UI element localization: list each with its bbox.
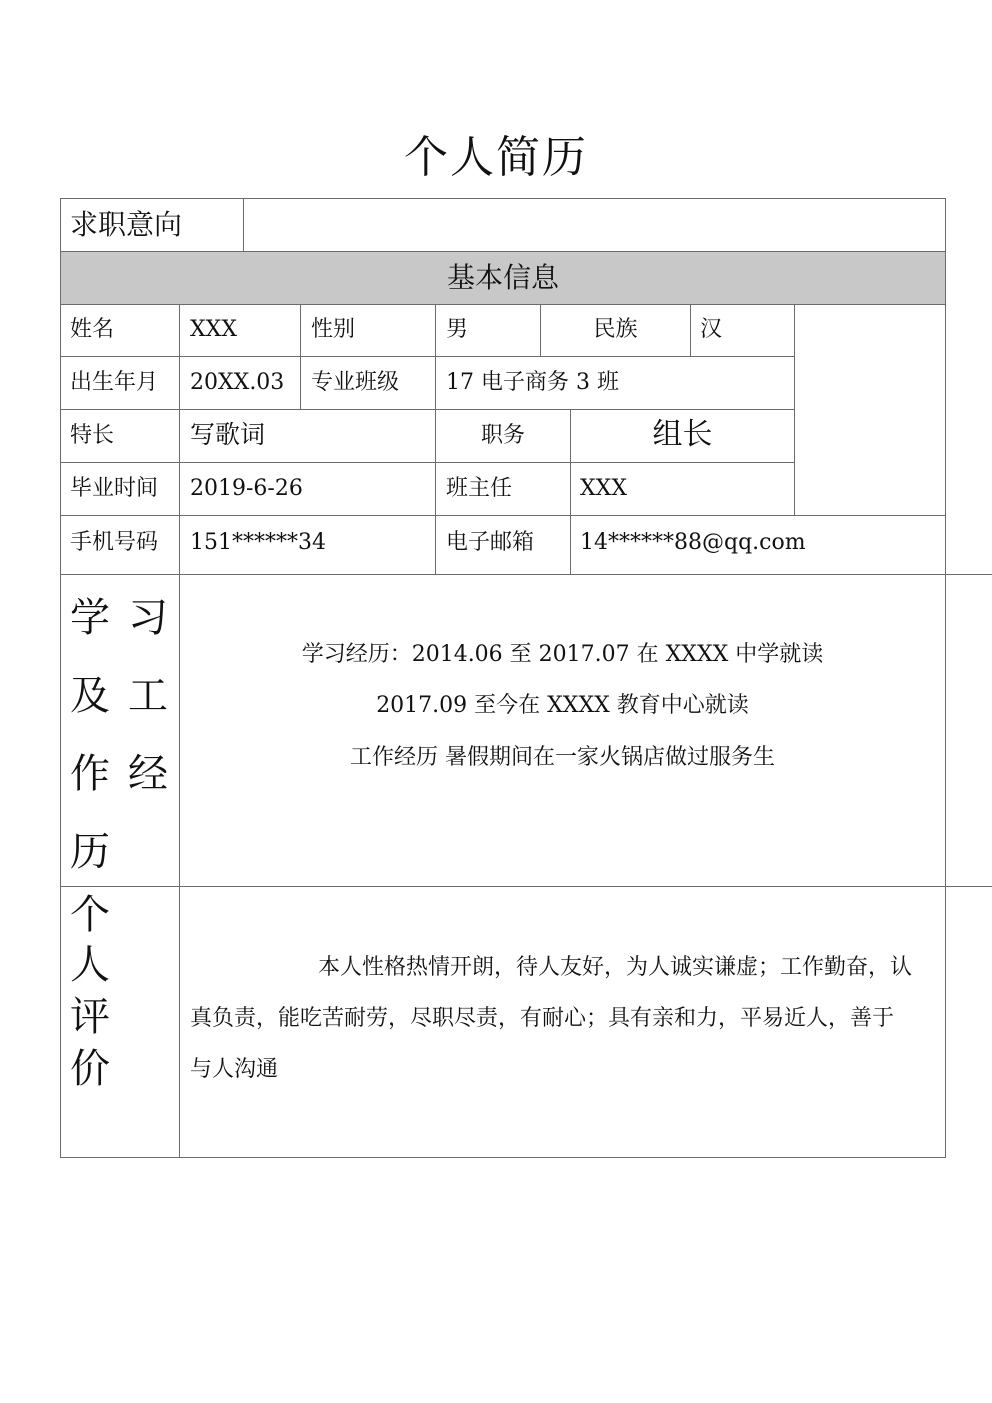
experience-label-char: 及 xyxy=(70,673,110,719)
name-value: XXX xyxy=(190,317,237,342)
evaluation-label-char: 评 xyxy=(70,994,110,1040)
email-label: 电子邮箱 xyxy=(446,530,535,555)
rule xyxy=(60,515,946,516)
graduation-value: 2019-6-26 xyxy=(190,476,303,501)
rule xyxy=(60,1157,946,1158)
rule xyxy=(60,251,946,252)
major-value: 17 电子商务 3 班 xyxy=(446,370,619,395)
evaluation-line: 与人沟通 xyxy=(190,1057,279,1082)
page-title: 个人简历 xyxy=(404,132,588,183)
experience-label-char: 作 xyxy=(70,751,110,797)
rule xyxy=(60,304,946,305)
major-label: 专业班级 xyxy=(311,370,400,395)
rule xyxy=(243,198,244,251)
experience-label-char: 历 xyxy=(70,829,110,875)
experience-line: 工作经历 暑假期间在一家火锅店做过服务生 xyxy=(350,745,775,770)
rule xyxy=(179,304,180,1158)
rule xyxy=(60,886,992,887)
experience-line: 学习经历：2014.06 至 2017.07 在 XXXX 中学就读 xyxy=(301,642,824,667)
teacher-label: 班主任 xyxy=(446,476,513,501)
birth-label: 出生年月 xyxy=(70,370,159,395)
phone-label: 手机号码 xyxy=(70,530,159,555)
rule xyxy=(60,198,946,199)
talent-value: 写歌词 xyxy=(190,420,266,449)
position-label: 职务 xyxy=(480,423,525,448)
rule xyxy=(300,304,301,409)
rule xyxy=(60,356,795,357)
rule xyxy=(690,304,691,356)
evaluation-label-char: 价 xyxy=(70,1046,110,1092)
evaluation-label-char: 人 xyxy=(70,942,110,988)
position-value: 组长 xyxy=(652,417,713,452)
evaluation-label-char: 个 xyxy=(70,892,110,938)
ethnicity-label: 民族 xyxy=(593,317,638,342)
experience-label-char: 学 xyxy=(70,595,110,641)
rule xyxy=(60,409,795,410)
rule xyxy=(794,304,795,515)
experience-line: 2017.09 至今在 XXXX 教育中心就读 xyxy=(376,693,749,718)
gender-label: 性别 xyxy=(311,317,356,342)
job-intent-label: 求职意向 xyxy=(70,208,183,241)
graduation-label: 毕业时间 xyxy=(70,476,159,501)
email-value: 14******88@qq.com xyxy=(580,530,806,555)
name-label: 姓名 xyxy=(70,317,115,342)
ethnicity-value: 汉 xyxy=(700,317,723,342)
gender-value: 男 xyxy=(446,317,469,342)
rule xyxy=(60,198,61,1158)
experience-label-char: 经 xyxy=(128,751,168,797)
experience-label-char: 习 xyxy=(128,595,168,641)
talent-label: 特长 xyxy=(70,423,115,448)
phone-value: 151******34 xyxy=(190,530,326,555)
teacher-value: XXX xyxy=(580,476,627,501)
evaluation-line: 本人性格热情开朗，待人友好，为人诚实谦虚；工作勤奋，认 xyxy=(318,955,913,980)
rule xyxy=(60,574,992,575)
basic-info-header: 基本信息 xyxy=(446,261,559,294)
rule xyxy=(945,198,946,1158)
birth-value: 20XX.03 xyxy=(190,370,285,395)
rule xyxy=(60,462,795,463)
evaluation-line: 真负责，能吃苦耐劳，尽职尽责，有耐心；具有亲和力，平易近人，善于 xyxy=(190,1006,895,1031)
experience-label-char: 工 xyxy=(128,673,168,719)
